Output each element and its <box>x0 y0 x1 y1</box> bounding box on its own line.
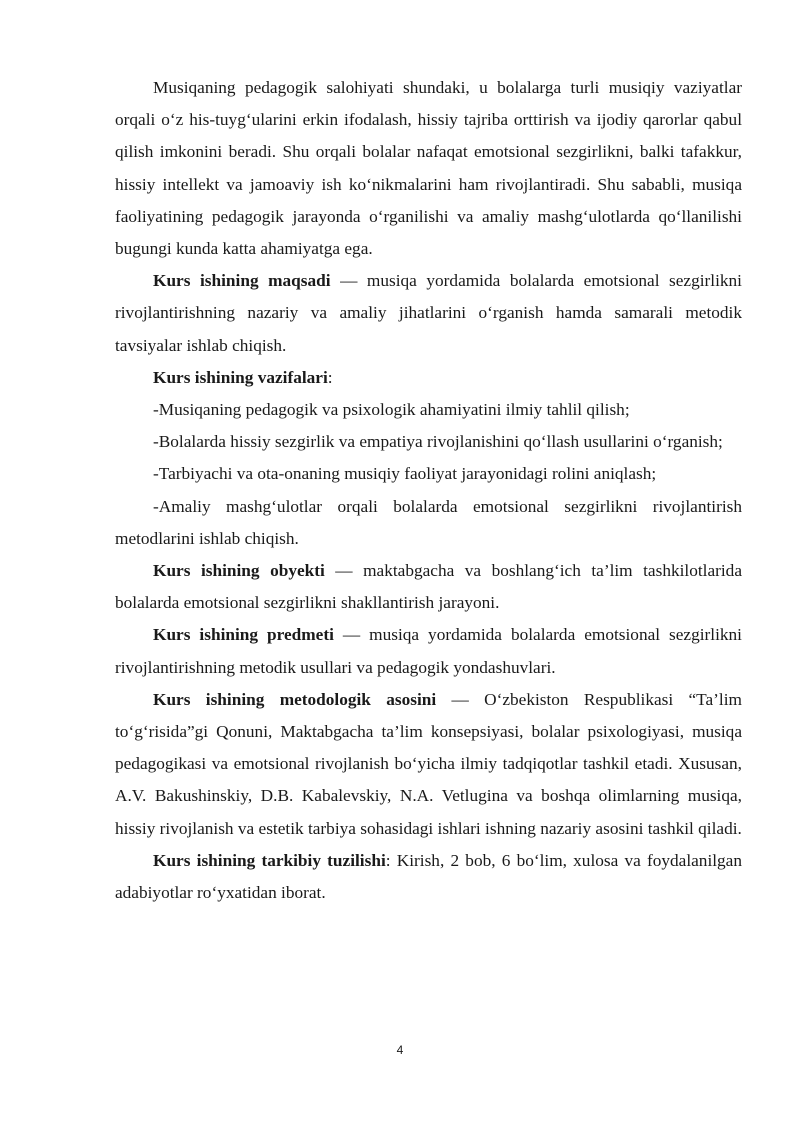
object-text: — maktabgacha va boshlang‘ich ta’lim tashkilotlarida bolalarda emotsional sezgirlikni shakllantirish jarayoni. <box>115 561 742 613</box>
task-item-1 <box>115 394 742 426</box>
structure-text: : Kirish, 2 bob, 6 bo‘lim, xulosa va foydalanilgan adabiyotlar ro‘yxatidan iborat. <box>115 850 742 903</box>
task-item-text: -Amaliy mashg‘ulotlar orqali bolalarda emotsional sezgirlikni rivojlantirish metodlarini ishlab chiqish. <box>115 496 742 548</box>
paragraph-text: Musiqaning pedagogik salohiyati shundaki, u bolalarga turli musiqiy vaziyatlar orqali o‘z his-tuyg‘ularini erkin ifodalash, hissiy tajriba orttirish va ijodiy qarorlar qabul qilish imkonini beradi. Shu orqali bolalar nafaqat emotsional sezgirlikni, balki tafakkur, hissiy intellekt va jamoaviy ish ko‘nikmalarini ham rivojlantiradi. Shu sababli, musiqa faoliyatining pedagogik jarayonda o‘rganilishi va amaliy mashg‘ulotlarda qo‘llanilishi bugungi kunda katta ahamiyatga ega. <box>115 78 742 259</box>
tasks-heading-paragraph <box>115 362 742 394</box>
task-item-4 <box>115 491 742 555</box>
goal-paragraph <box>115 265 742 362</box>
goal-text: — musiqa yordamida bolalarda emotsional sezgirlikni rivojlantirishning nazariy va amaliy jihatlarini o‘rganish hamda samarali metodik tavsiyalar ishlab chiqish. <box>115 271 742 355</box>
object-heading: Kurs ishining obyekti <box>153 561 325 581</box>
subject-text: — musiqa yordamida bolalarda emotsional sezgirlikni rivojlantirishning metodik usullari va pedagogik yondashuvlari. <box>115 625 742 677</box>
subject-paragraph <box>115 619 742 683</box>
tasks-heading: Kurs ishining vazifalari <box>153 367 328 387</box>
structure-heading: Kurs ishining tarkibiy tuzilishi <box>153 850 386 870</box>
page-number: 4 <box>396 1043 404 1057</box>
page-body <box>115 72 742 909</box>
task-item-text: -Musiqaning pedagogik va psixologik ahamiyatini ilmiy tahlil qilish; <box>153 400 630 420</box>
subject-heading: Kurs ishining predmeti <box>153 625 334 645</box>
tasks-heading-colon: : <box>327 367 333 387</box>
structure-paragraph <box>115 845 742 909</box>
intro-paragraph <box>115 72 742 265</box>
task-item-3 <box>115 458 742 490</box>
task-item-text: -Bolalarda hissiy sezgirlik va empatiya rivojlanishini qo‘llash usullarini o‘rganish; <box>153 432 723 452</box>
methodology-paragraph <box>115 684 742 845</box>
methodology-heading: Kurs ishining metodologik asosini <box>153 689 437 709</box>
methodology-text: — O‘zbekiston Respublikasi “Ta’lim to‘g‘risida”gi Qonuni, Maktabgacha ta’lim konsepsiyasi, bolalar psixologiyasi, musiqa pedagogikasi va emotsional rivojlanish bo‘yicha ilmiy tadqiqotlar tashkil etadi. Xususan, A.V. Bakushinskiy, D.B. Kabalevskiy, N.A. Vetlugina va boshqa olimlarning musiqa, hissiy rivojlanish va estetik tarbiya sohasidagi ishlari ishning nazariy asosini tashkil qiladi. <box>115 689 742 838</box>
task-item-text: -Tarbiyachi va ota-onaning musiqiy faoliyat jarayonidagi rolini aniqlash; <box>153 464 657 484</box>
object-paragraph <box>115 555 742 619</box>
task-item-2 <box>115 426 742 458</box>
goal-heading: Kurs ishining maqsadi <box>153 271 331 291</box>
